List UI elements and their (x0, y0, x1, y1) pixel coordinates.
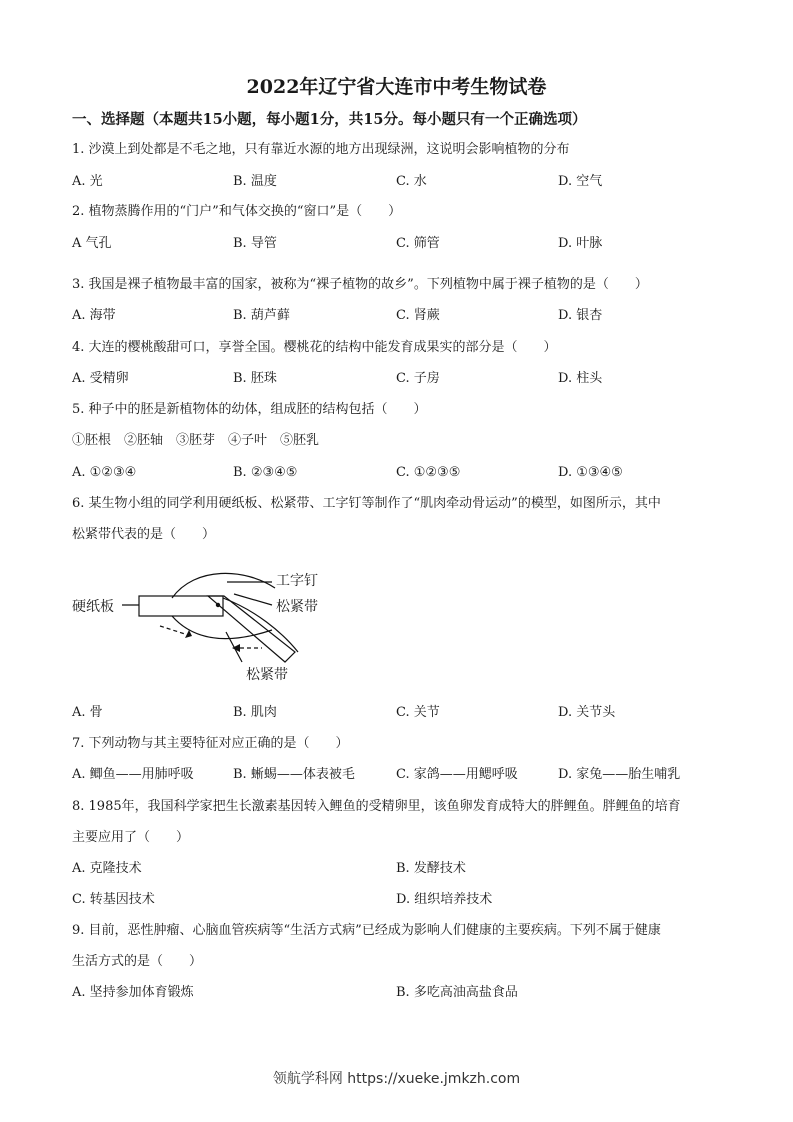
question-6-stem-line2: 松紧带代表的是（ ） (72, 527, 216, 542)
q2-option-b: B. 导管 (233, 236, 277, 251)
q5-option-b: B. ②③④⑤ (233, 465, 298, 480)
q1-option-c: C. 水 (396, 174, 427, 189)
q3-option-c: C. 肾蕨 (396, 308, 440, 323)
q1-option-d: D. 空气 (558, 174, 603, 189)
question-8-stem: 8. 1985年，我国科学家把生长激素基因转入鲤鱼的受精卵里，该鱼卵发育成特大的胖鲤鱼。胖鲤鱼的培育 (72, 799, 681, 814)
q7-option-d: D. 家兔——胎生哺乳 (558, 767, 681, 782)
q5-option-c: C. ①②③⑤ (396, 465, 461, 480)
q4-option-d: D. 柱头 (558, 371, 603, 386)
question-1-stem: 1. 沙漠上到处都是不毛之地，只有靠近水源的地方出现绿洲，这说明会影响植物的分布 (72, 142, 570, 157)
label-elastic-band-upper: 松紧带 (276, 599, 318, 615)
q3-option-a: A. 海带 (72, 308, 116, 323)
elastic-band-upper-curve (172, 573, 275, 598)
q5-option-a: A. ①②③④ (72, 465, 137, 480)
muscle-bone-model-diagram (60, 560, 360, 690)
q3-option-b: B. 葫芦藓 (233, 308, 290, 323)
q4-option-c: C. 子房 (396, 371, 440, 386)
page-title: 2022年辽宁省大连市中考生物试卷 (246, 76, 547, 98)
q6-option-b: B. 肌肉 (233, 705, 277, 720)
q1-option-b: B. 温度 (233, 174, 277, 189)
q7-option-c: C. 家鸽——用鳃呼吸 (396, 767, 518, 782)
cardboard-horizontal (139, 596, 223, 616)
q6-option-d: D. 关节头 (558, 705, 616, 720)
q3-option-d: D. 银杏 (558, 308, 603, 323)
q6-option-c: C. 关节 (396, 705, 440, 720)
q7-option-a: A. 鲫鱼——用肺呼吸 (72, 767, 194, 782)
q9-option-b: B. 多吃高油高盐食品 (396, 985, 518, 1000)
q2-option-a: A 气孔 (72, 236, 112, 251)
question-9-stem: 9. 目前，恶性肿瘤、心脑血管疾病等“生活方式病”已经成为影响人们健康的主要疾病。下列不属于健康 (72, 923, 661, 938)
q8-option-c: C. 转基因技术 (72, 892, 155, 907)
q8-option-a: A. 克隆技术 (72, 861, 142, 876)
q4-option-b: B. 胚珠 (233, 371, 277, 386)
section-heading: 一、选择题（本题共15小题，每小题1分，共15分。每小题只有一个正确选项） (72, 111, 587, 128)
label-cardboard: 硬纸板 (72, 599, 114, 615)
q2-option-c: C. 筛管 (396, 236, 440, 251)
question-5-structures: ①胚根 ②胚轴 ③胚芽 ④子叶 ⑤胚乳 (72, 433, 320, 448)
q8-option-b: B. 发酵技术 (396, 861, 466, 876)
q4-option-a: A. 受精卵 (72, 371, 129, 386)
question-6-stem: 6. 某生物小组的同学利用硬纸板、松紧带、工字钉等制作了“肌肉牵动骨运动”的模型，如图所示，其中 (72, 496, 661, 511)
question-7-stem: 7. 下列动物与其主要特征对应正确的是（ ） (72, 736, 349, 751)
q8-option-d: D. 组织培养技术 (396, 892, 493, 907)
q9-option-a: A. 坚持参加体育锻炼 (72, 985, 194, 1000)
question-2-stem: 2. 植物蒸腾作用的“门户”和气体交换的“窗口”是（ ） (72, 204, 402, 219)
label-pushpin: 工字钉 (276, 573, 318, 589)
question-3-stem: 3. 我国是裸子植物最丰富的国家，被称为“裸子植物的故乡”。下列植物中属于裸子植物的是（ ） (72, 277, 648, 292)
question-5-stem: 5. 种子中的胚是新植物体的幼体，组成胚的结构包括（ ） (72, 402, 427, 417)
q7-option-b: B. 蜥蜴——体表被毛 (233, 767, 355, 782)
q6-option-a: A. 骨 (72, 705, 103, 720)
question-4-stem: 4. 大连的樱桃酸甜可口，享誉全国。樱桃花的结构中能发育成果实的部分是（ ） (72, 340, 557, 355)
label-elastic-band-lower: 松紧带 (246, 667, 288, 683)
page-footer-watermark: 领航学科网 https://xueke.jmkzh.com (272, 1071, 521, 1087)
question-9-stem-line2: 生活方式的是（ ） (72, 954, 203, 969)
q1-option-a: A. 光 (72, 174, 103, 189)
q5-option-d: D. ①③④⑤ (558, 465, 623, 480)
q2-option-d: D. 叶脉 (558, 236, 603, 251)
question-8-stem-line2: 主要应用了（ ） (72, 830, 190, 845)
